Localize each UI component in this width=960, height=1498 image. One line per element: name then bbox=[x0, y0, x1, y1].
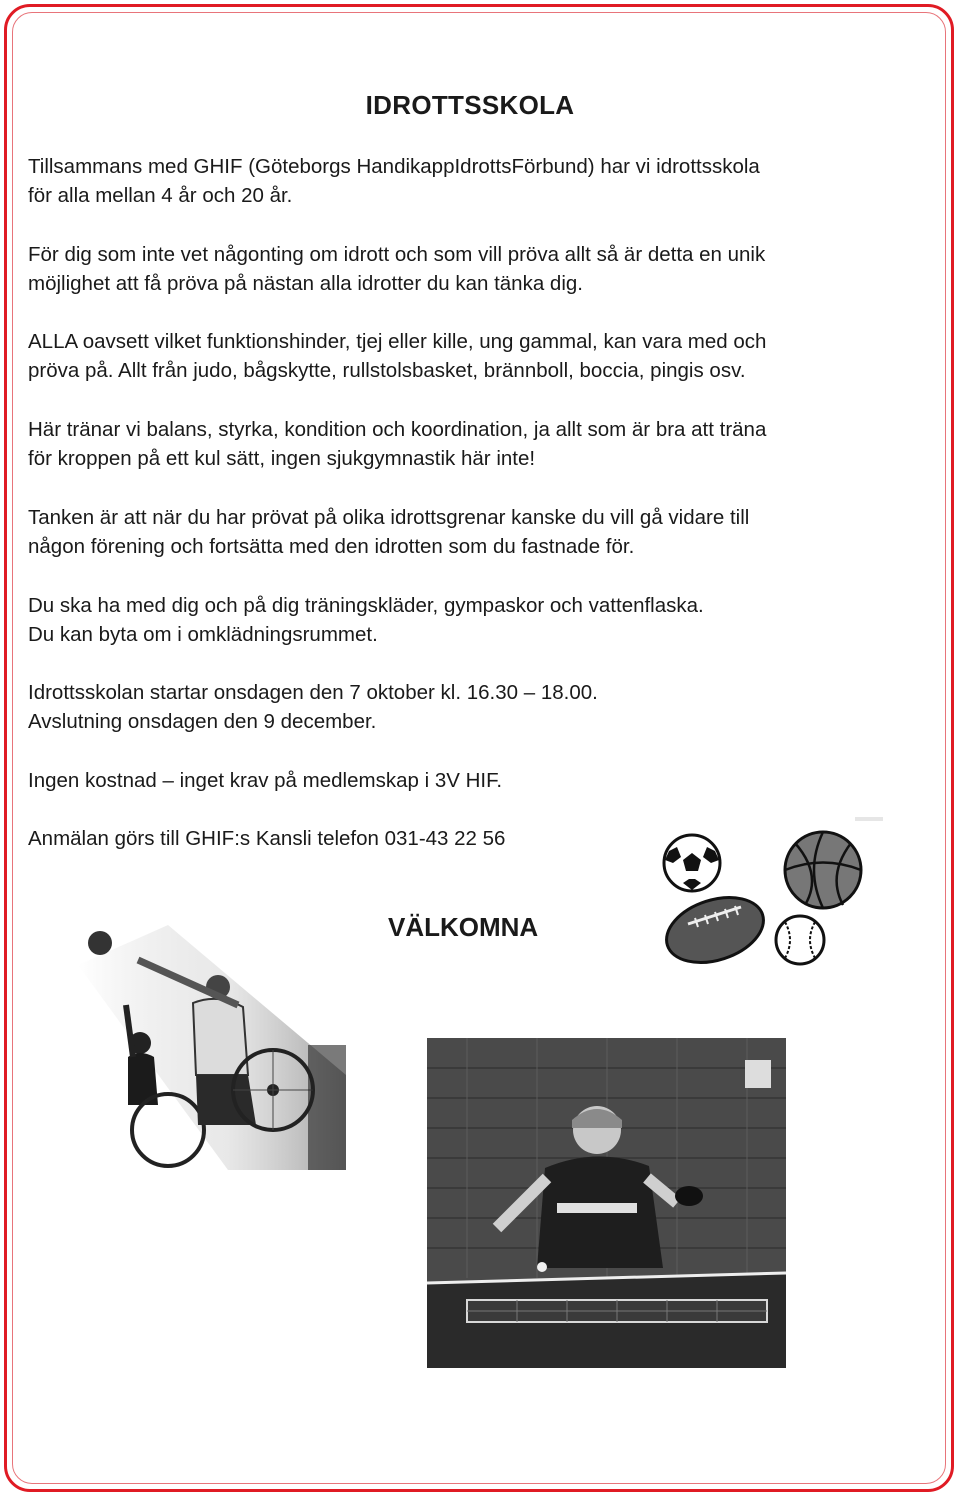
welcome-heading: VÄLKOMNA bbox=[388, 912, 539, 942]
wheelchair-basketball-photo bbox=[78, 925, 346, 1170]
paragraph-everyone: ALLA oavsett vilket funktionshinder, tjej eller kille, ung gammal, kan vara med och pröva på. Allt från judo, bågskytte, rullstolsbasket, brännboll, boccia, pingis osv. bbox=[28, 330, 767, 382]
sports-balls-illustration bbox=[655, 815, 885, 975]
basketball-icon bbox=[785, 832, 861, 908]
paragraph-cost: Ingen kostnad – inget krav på medlemskap i 3V HIF. bbox=[28, 769, 503, 792]
soccer-ball-icon bbox=[664, 835, 720, 891]
paragraph-schedule: Idrottsskolan startar onsdagen den 7 oktober kl. 16.30 – 18.00. Avslutning onsdagen den 9 december. bbox=[28, 681, 598, 733]
paragraph-training: Här tränar vi balans, styrka, kondition och koordination, ja allt som är bra att träna för kroppen på ett kul sätt, ingen sjukgymnastik här inte! bbox=[28, 418, 767, 470]
paragraph-bring: Du ska ha med dig och på dig träningskläder, gympaskor och vattenflaska. Du kan byta om i omklädningsrummet. bbox=[28, 594, 704, 646]
table-tennis-photo bbox=[427, 1038, 786, 1368]
paragraph-intro: Tillsammans med GHIF (Göteborgs HandikappIdrottsFörbund) har vi idrottsskola för alla mellan 4 år och 20 år. bbox=[28, 155, 760, 207]
paragraph-opportunity: För dig som inte vet någonting om idrott och som vill pröva allt så är detta en unik möjlighet att få pröva på nästan alla idrotter du kan tänka dig. bbox=[28, 243, 766, 295]
paragraph-next-step: Tanken är att när du har prövat på olika idrottsgrenar kanske du vill gå vidare till någon förening och fortsätta med den idrotten som du fastnade för. bbox=[28, 506, 750, 558]
baseball-icon bbox=[776, 916, 824, 964]
american-football-icon bbox=[658, 886, 772, 974]
page-title: IDROTTSSKOLA bbox=[365, 90, 575, 120]
paragraph-signup: Anmälan görs till GHIF:s Kansli telefon 031-43 22 56 bbox=[28, 827, 506, 850]
